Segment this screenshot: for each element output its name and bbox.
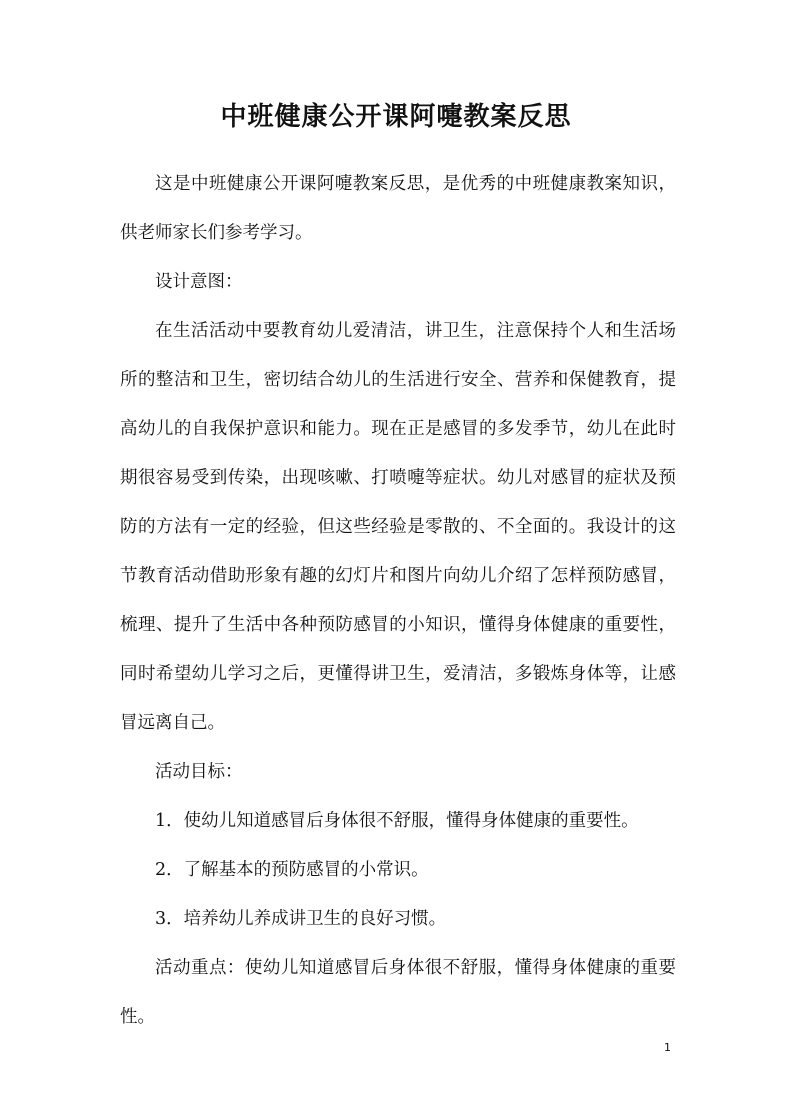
activity-goals-heading: 活动目标： — [155, 762, 243, 782]
goal-item-2: 2．了解基本的预防感冒的小常识。 — [155, 860, 429, 880]
page-number: 1 — [664, 1041, 671, 1054]
intro-paragraph: 这是中班健康公开课阿嚏教案反思，是优秀的中班健康教案知识，供老师家长们参考学习。 — [120, 174, 676, 243]
goal-item-1: 1．使幼儿知道感冒后身体很不舒服，懂得身体健康的重要性。 — [155, 811, 639, 831]
document-title: 中班健康公开课阿嚏教案反思 — [220, 102, 572, 132]
goal-item-3: 3．培养幼儿养成讲卫生的良好习惯。 — [155, 909, 447, 929]
design-intent-heading: 设计意图： — [155, 272, 243, 292]
design-intent-paragraph: 在生活活动中要教育幼儿爱清洁，讲卫生，注意保持个人和生活场所的整洁和卫生，密切结合幼儿的生活进行安全、营养和保健教育，提高幼儿的自我保护意识和能力。现在正是感冒的多发季节，幼儿在此时期很容易受到传染，出现咳嗽、打喷嚏等症状。幼儿对感冒的症状及预防的方法有一定的经验，但这些经验是零散的、不全面的。我设计的这节教育活动借助形象有趣的幻灯片和图片向幼儿介绍了怎样预防感冒，梳理、提升了生活中各种预防感冒的小知识，懂得身体健康的重要性，同时希望幼儿学习之后，更懂得讲卫生，爱清洁，多锻炼身体等，让感冒远离自己。 — [120, 321, 676, 733]
activity-focus-paragraph: 活动重点：使幼儿知道感冒后身体很不舒服，懂得身体健康的重要性。 — [120, 958, 676, 1027]
document-body — [120, 160, 676, 1042]
